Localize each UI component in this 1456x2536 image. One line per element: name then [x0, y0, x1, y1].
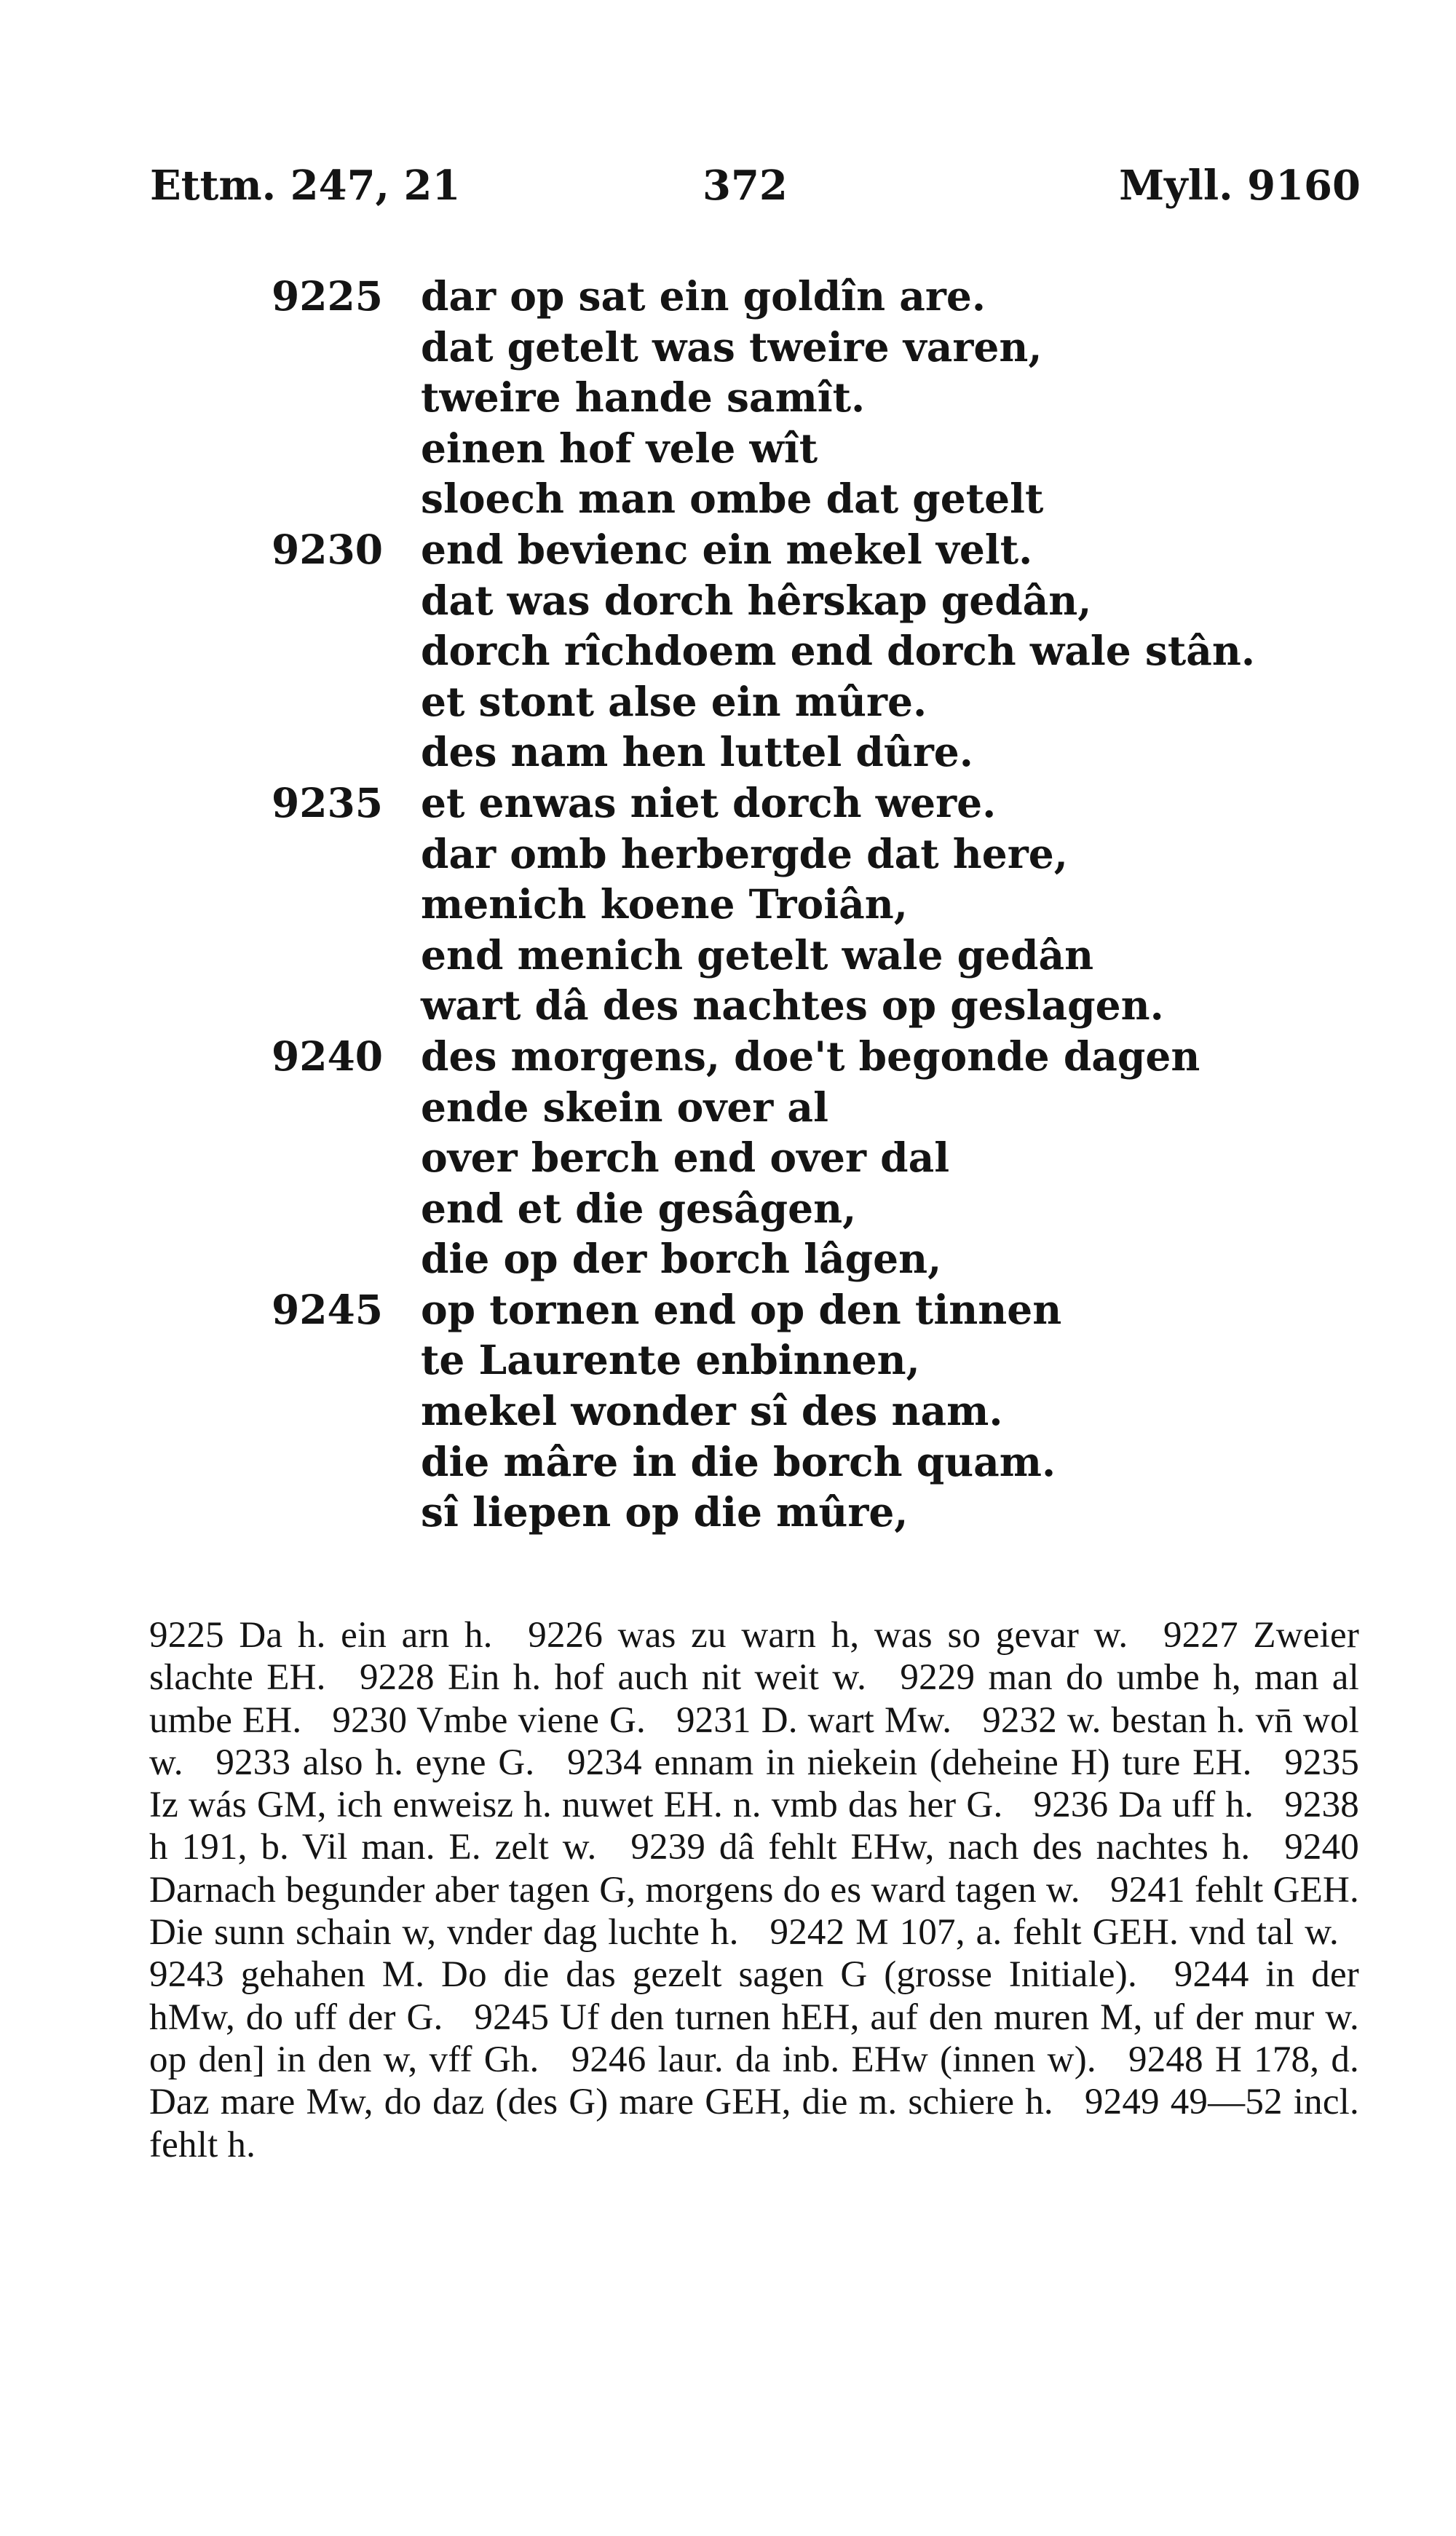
apparatus-note: 9234 ennam in niekein (deheine H) ture EH.: [567, 1742, 1252, 1783]
verse-line: [0, 1386, 1456, 1437]
verse-line: [0, 1437, 1456, 1488]
verse-line: [0, 1233, 1456, 1284]
apparatus-note: 9228 Ein h. hof auch nit weit w.: [359, 1657, 867, 1699]
apparatus-note: 9249 49—52 incl. fehlt h.: [149, 2082, 1359, 2165]
verse-line: [0, 271, 1456, 322]
verse-line: [0, 1487, 1456, 1538]
verse-line: [0, 829, 1456, 880]
verse-text: te Laurente enbinnen,: [421, 1336, 920, 1384]
verse-text: end menich getelt wale gedân: [421, 931, 1094, 979]
verse-line: [0, 423, 1456, 474]
apparatus-note: 9236 Da uff h.: [1033, 1785, 1254, 1826]
apparatus-note: 9238 h 191, b. Vil man. E. zelt w.: [149, 1785, 1360, 1868]
line-number: 9245: [272, 1285, 384, 1333]
apparatus-note: 9239 dâ fehlt EHw, nach des nachtes h.: [630, 1827, 1251, 1868]
verse-text: wart dâ des nachtes op geslagen.: [421, 981, 1164, 1030]
verse-text: dat getelt was tweire varen,: [421, 323, 1042, 371]
verse-text: op tornen end op den tinnen: [421, 1285, 1062, 1333]
apparatus-note: 9240 Darnach begunder aber tagen G, morgens do es ward tagen w.: [149, 1827, 1359, 1911]
apparatus-note: 9231 D. wart Mw.: [676, 1699, 952, 1741]
apparatus-note: 9229 man do umbe h, man al umbe EH.: [149, 1657, 1360, 1741]
apparatus-note: 9230 Vmbe viene G.: [332, 1699, 646, 1741]
critical-apparatus: [149, 1614, 1359, 2166]
verse-line: [0, 1031, 1456, 1082]
verse-line: [0, 473, 1456, 524]
apparatus-note: 9242 M 107, a. fehlt GEH. vnd tal w.: [769, 1912, 1339, 1954]
line-number: 9225: [272, 272, 384, 320]
verse-line: [0, 322, 1456, 373]
verse-text: dar op sat ein goldîn are.: [421, 272, 986, 320]
verse-line: [0, 625, 1456, 676]
verse-line: [0, 1335, 1456, 1386]
apparatus-note: 9232 w. bestan h. vn̄ wol w.: [149, 1699, 1360, 1783]
verse-line: [0, 778, 1456, 829]
verse-text: die mâre in die borch quam.: [421, 1437, 1056, 1485]
apparatus-note: 9225 Da h. ein arn h.: [149, 1615, 493, 1656]
apparatus-note: 9248 H 178, d. Daz mare Mw, do daz (des G) mare GEH, die m. schiere h.: [149, 2039, 1359, 2123]
verse-line: [0, 1132, 1456, 1183]
verse-line: [0, 1183, 1456, 1234]
verse-line: [0, 930, 1456, 981]
verse-text: dar omb herbergde dat here,: [421, 829, 1068, 877]
verse-line: [0, 372, 1456, 423]
verse-text: tweire hande samît.: [421, 374, 866, 422]
verse-line: [0, 980, 1456, 1031]
line-number: 9235: [272, 778, 384, 826]
verse-line: [0, 1082, 1456, 1133]
apparatus-note: 9241 fehlt GEH. Die sunn schain w, vnder dag luchte h.: [149, 1869, 1359, 1954]
verse-line: [0, 676, 1456, 727]
verse-text: sloech man ombe dat getelt: [421, 475, 1044, 523]
page-number: 372: [703, 162, 788, 210]
verse-line: [0, 1284, 1456, 1335]
running-header: [0, 162, 1456, 213]
verse-text: dat was dorch hêrskap gedân,: [421, 576, 1092, 624]
verse-block: [0, 271, 1456, 1538]
header-left-reference: Ettm. 247, 21: [150, 162, 461, 210]
apparatus-note: 9233 also h. eyne G.: [215, 1742, 535, 1783]
verse-text: et stont alse ein mûre.: [421, 677, 927, 725]
apparatus-note: 9244 in der hMw, do uff der G.: [149, 1954, 1359, 2038]
verse-line: [0, 524, 1456, 575]
verse-text: des nam hen luttel dûre.: [421, 728, 973, 776]
apparatus-note: 9227 Zweier slachte EH.: [149, 1615, 1359, 1699]
apparatus-note: 9246 laur. da inb. EHw (innen w).: [571, 2039, 1096, 2080]
verse-text: die op der borch lâgen,: [421, 1235, 942, 1283]
verse-text: mekel wonder sî des nam.: [421, 1387, 1003, 1435]
verse-line: [0, 727, 1456, 778]
verse-text: end et die gesâgen,: [421, 1184, 857, 1232]
verse-text: et enwas niet dorch were.: [421, 778, 997, 826]
apparatus-note: 9243 gehahen M. Do die das gezelt sagen G (grosse Initiale).: [149, 1954, 1137, 1996]
verse-text: ende skein over al: [421, 1083, 828, 1131]
apparatus-note: 9226 was zu warn h, was so gevar w.: [528, 1615, 1128, 1656]
apparatus-note: 9235 Iz wás GM, ich enweisz h. nuwet EH. n. vmb das her G.: [149, 1742, 1360, 1826]
apparatus-note: 9245 Uf den turnen hEH, auf den muren M, uf der mur w. op den] in den w, vff Gh.: [149, 1996, 1359, 2080]
verse-text: menich koene Troiân,: [421, 880, 908, 928]
verse-line: [0, 575, 1456, 626]
header-right-reference: Myll. 9160: [1119, 162, 1361, 210]
verse-text: sî liepen op die mûre,: [421, 1488, 909, 1536]
line-number: 9240: [272, 1032, 384, 1080]
verse-text: einen hof vele wît: [421, 424, 818, 472]
verse-text: end bevienc ein mekel velt.: [421, 525, 1033, 573]
line-number: 9230: [272, 525, 384, 573]
verse-line: [0, 879, 1456, 930]
verse-text: dorch rîchdoem end dorch wale stân.: [421, 627, 1256, 675]
verse-text: over berch end over dal: [421, 1134, 950, 1182]
verse-text: des morgens, doe't begonde dagen: [421, 1032, 1200, 1080]
